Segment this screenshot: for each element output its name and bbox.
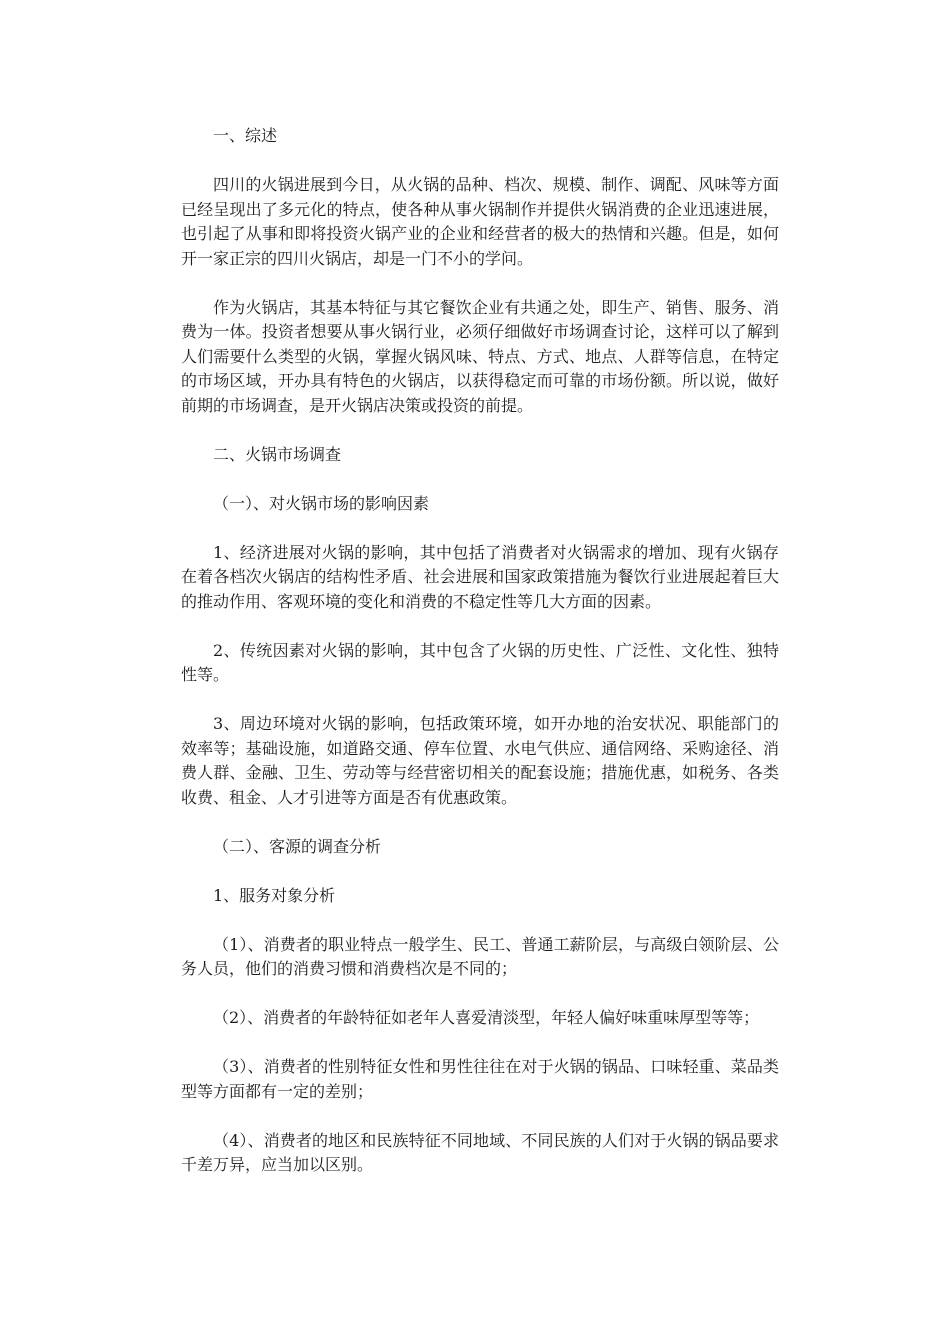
subsection-heading-customers: （二）、客源的调查分析	[213, 836, 382, 856]
subsection-heading-factors: （一）、对火锅市场的影响因素	[213, 493, 430, 513]
paragraph: （3）、消费者的性别特征女性和男性往往在对于火锅的锅品、口味轻重、菜品类型等方面都有一定的差别；	[181, 1057, 779, 1101]
paragraph: 1、经济进展对火锅的影响，其中包括了消费者对火锅需求的增加、现有火锅存在着各档次火锅店的结构性矛盾、社会进展和国家政策措施为餐饮行业进展起着巨大的推动作用、客观环境的变化和消费的不稳定性等几大方面的因素。	[181, 542, 779, 611]
section-heading-overview: 一、综述	[213, 126, 278, 145]
section-heading-market-survey: 二、火锅市场调查	[213, 444, 342, 464]
paragraph: 3、周边环境对火锅的影响，包括政策环境，如开办地的治安状况、职能部门的效率等；基础设施，如道路交通、停车位置、水电气供应、通信网络、采购途径、消费人群、金融、卫生、劳动等与经营密切相关的配套设施；措施优惠，如税务、各类收费、租金、人才引进等方面是否有优惠政策。	[181, 714, 779, 807]
paragraph: （4）、消费者的地区和民族特征不同地域、不同民族的人们对于火锅的锅品要求千差万异，应当加以区别。	[181, 1130, 779, 1174]
paragraph: 2、传统因素对火锅的影响，其中包含了火锅的历史性、广泛性、文化性、独特性等。	[181, 640, 779, 684]
paragraph: 作为火锅店，其基本特征与其它餐饮企业有共通之处，即生产、销售、服务、消费为一体。投资者想要从事火锅行业，必须仔细做好市场调查讨论，这样可以了解到人们需要什么类型的火锅，掌握火锅风味、特点、方式、地点、人群等信息，在特定的市场区域，开办具有特色的火锅店，以获得稳定而可靠的市场份额。所以说，做好前期的市场调查，是开火锅店决策或投资的前提。	[181, 297, 779, 415]
paragraph: （2）、消费者的年龄特征如老年人喜爱清淡型，年轻人偏好味重味厚型等等；	[213, 1008, 760, 1027]
paragraph: 四川的火锅进展到今日，从火锅的品种、档次、规模、制作、调配、风味等方面已经呈现出了多元化的特点，使各种从事火锅制作并提供火锅消费的企业迅速进展，也引起了从事和即将投资火锅产业的企业和经营者的极大的热情和兴趣。但是，如何开一家正宗的四川火锅店，却是一门不小的学问。	[181, 175, 779, 268]
paragraph: （1）、消费者的职业特点一般学生、民工、普通工薪阶层，与高级白领阶层、公务人员，他们的消费习惯和消费档次是不同的；	[181, 934, 779, 978]
item-heading-service-targets: 1、服务对象分析	[213, 885, 336, 905]
document-body	[181, 124, 779, 1202]
